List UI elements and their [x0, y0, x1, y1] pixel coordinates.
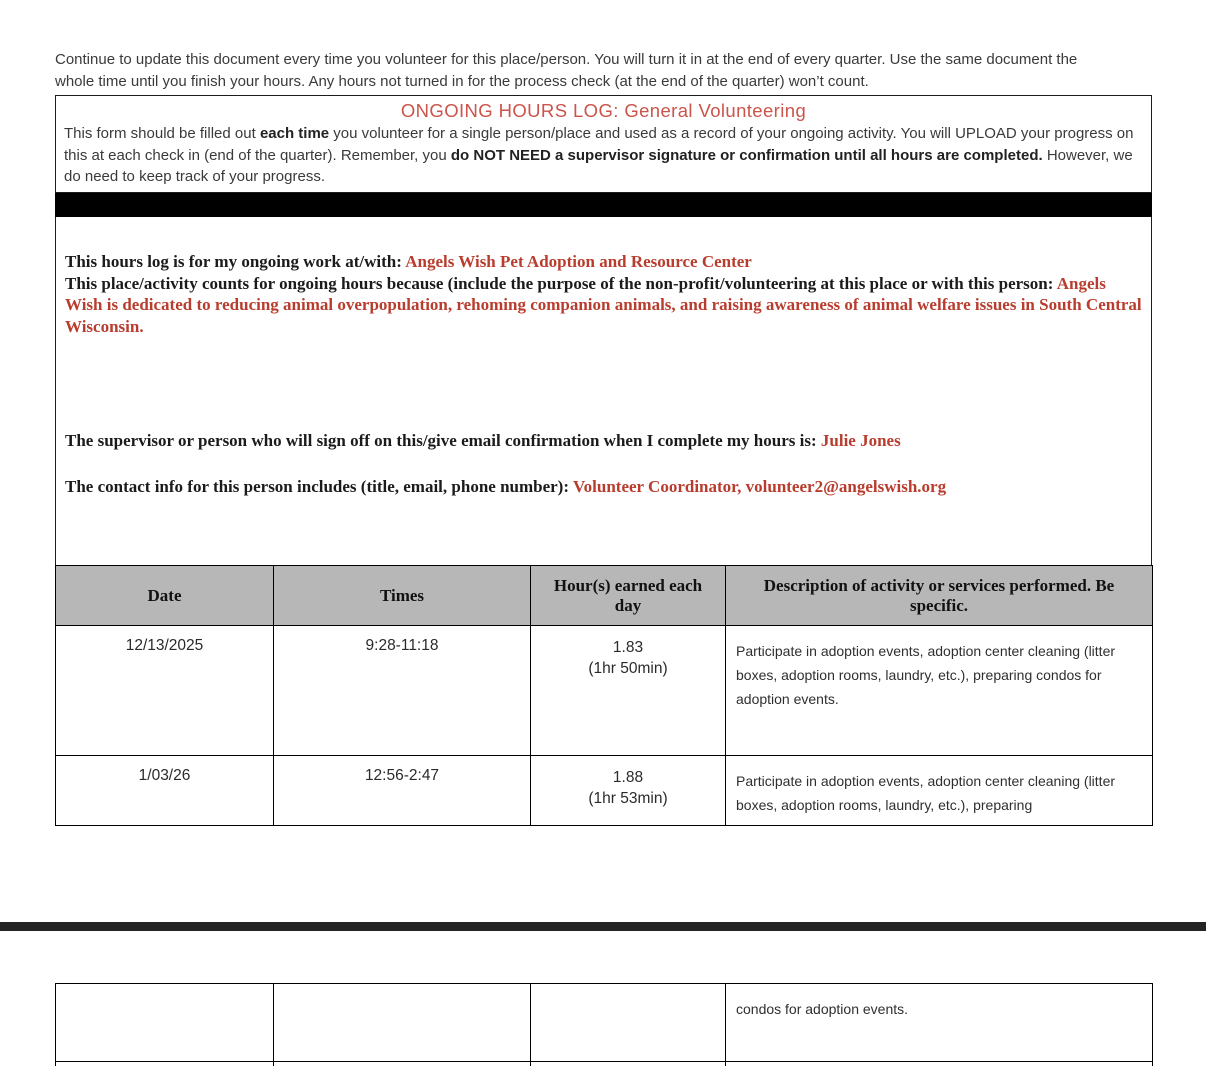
work-at-and-purpose-paragraph: [56, 251, 1151, 338]
hours-log-table: [55, 565, 1153, 826]
hours-cell[interactable]: [531, 984, 726, 1062]
organization-name-value[interactable]: Angels Wish Pet Adoption and Resource Center: [405, 252, 752, 271]
purpose-value[interactable]: Angels Wish is dedicated to reducing animal overpopulation, rehoming companion animals, and raising awareness of animal welfare issues in South Central Wisconsin.: [65, 273, 1142, 337]
intro-text-prefix: This form should be filled out: [64, 125, 260, 142]
intro-text-mid: you volunteer for a single person/place and used as a record of your ongoing activity. You will UPLOAD your progress on this at each check in (end of the quarter). Remember, you: [64, 125, 1134, 164]
times-cell[interactable]: [274, 984, 531, 1062]
log-row-next: [56, 1062, 1153, 1066]
black-divider-bar: [55, 193, 1152, 217]
col-header-times: Times: [274, 566, 531, 626]
work-at-label: This hours log is for my ongoing work at/with:: [65, 252, 406, 271]
hours-value: 1.83: [612, 639, 644, 656]
date-cell[interactable]: [56, 984, 274, 1062]
description-cell-continued[interactable]: condos for adoption events.: [726, 984, 1153, 1062]
supervisor-line: [56, 430, 1151, 452]
info-section: [55, 217, 1152, 565]
hours-log-table-continuation: [55, 983, 1153, 1066]
contact-label: The contact info for this person includes (title, email, phone number):: [65, 476, 573, 496]
hours-duration: (1hr 50min): [588, 660, 668, 677]
times-cell[interactable]: 9:28-11:18: [274, 626, 531, 756]
purpose-label: This place/activity counts for ongoing hours because (include the purpose of the non-profit/volunteering at this place or with this person:: [65, 273, 1057, 293]
log-row-1: [56, 626, 1153, 756]
log-row-2: [56, 756, 1153, 826]
form-title: ONGOING HOURS LOG: General Volunteering: [400, 100, 807, 121]
intro-box: [55, 95, 1152, 193]
col-header-description: Description of activity or services performed. Be specific.: [726, 566, 1153, 626]
times-cell[interactable]: 12:56-2:47: [274, 756, 531, 826]
page-break-bar: [0, 922, 1206, 931]
contact-line: [56, 476, 1151, 498]
supervisor-name-value[interactable]: Julie Jones: [820, 430, 901, 450]
contact-info-value[interactable]: Volunteer Coordinator, volunteer2@angelswish.org: [572, 476, 947, 496]
description-cell[interactable]: Participate in adoption events, adoption center cleaning (litter boxes, adoption rooms, laundry, etc.), preparing condos for adoption events.: [726, 626, 1153, 756]
hours-cell[interactable]: [531, 1062, 726, 1066]
date-cell[interactable]: 1/03/26: [56, 756, 274, 826]
col-header-hours: Hour(s) earned each day: [531, 566, 726, 626]
hours-value: 1.88: [612, 769, 644, 786]
hours-duration: (1hr 53min): [588, 790, 668, 807]
hours-cell[interactable]: [531, 626, 726, 756]
date-cell[interactable]: [56, 1062, 274, 1066]
log-row-2-continued: [56, 984, 1153, 1062]
col-header-date: Date: [56, 566, 274, 626]
intro-bold-each-time: each time: [259, 125, 330, 142]
intro-bold-no-signature: do NOT NEED a supervisor signature or confirmation until all hours are completed.: [450, 146, 1043, 164]
intro-paragraph: [56, 123, 1151, 188]
supervisor-label: The supervisor or person who will sign off on this/give email confirmation when I complete my hours is:: [65, 430, 821, 450]
top-instruction-note: Continue to update this document every time you volunteer for this place/person. You will turn it in at the end of every quarter. Use the same document the whole time until you finish your hours. Any hours not turned in for the process check (at the end of the quarter) won’t count.: [55, 51, 1078, 90]
description-cell[interactable]: [726, 1062, 1153, 1066]
description-cell[interactable]: Participate in adoption events, adoption center cleaning (litter boxes, adoption rooms, laundry, etc.), preparing: [726, 756, 1153, 826]
times-cell[interactable]: [274, 1062, 531, 1066]
date-cell[interactable]: 12/13/2025: [56, 626, 274, 756]
hours-cell[interactable]: [531, 756, 726, 826]
table-header-row: [56, 566, 1153, 626]
intro-text-suffix: However, we do need to keep track of your progress.: [64, 146, 1133, 185]
